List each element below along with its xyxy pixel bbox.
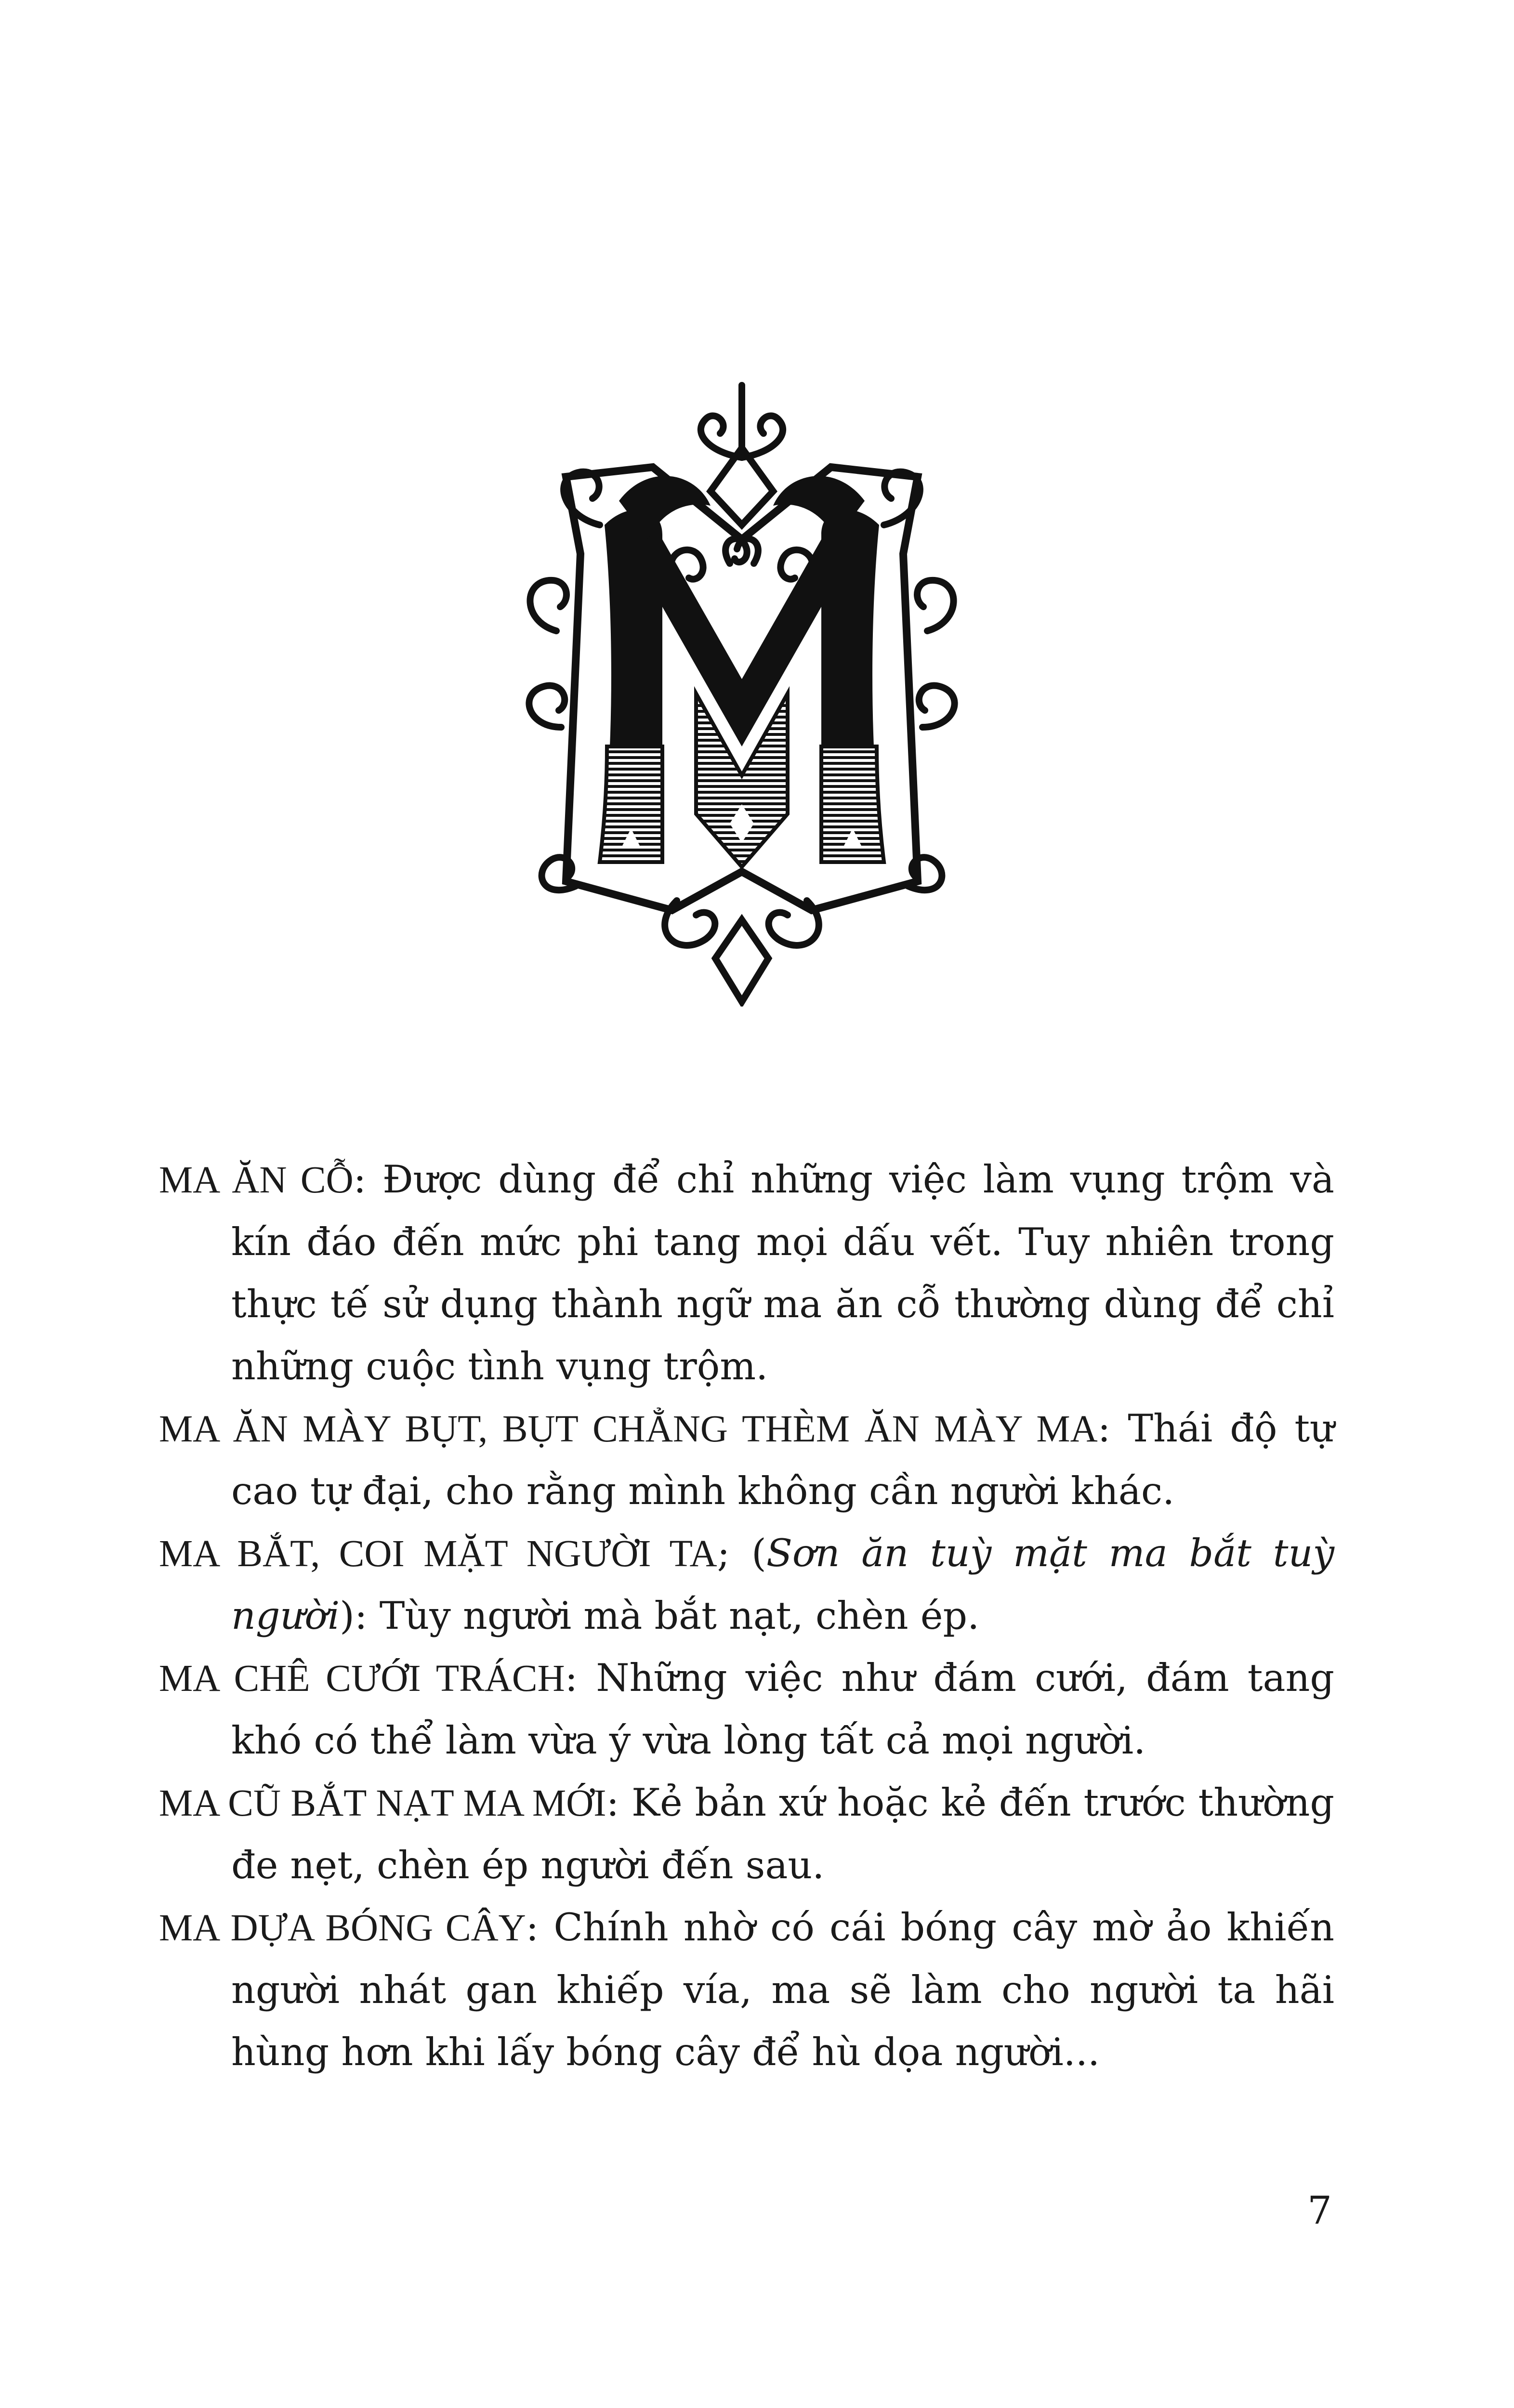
dictionary-entry bbox=[159, 1647, 1334, 1772]
entry-term: MA ĂN MÀY BỤT, BỤT CHẲNG THÈM ĂN MÀY MA bbox=[159, 1408, 1098, 1450]
entry-definition: Được dùng để chỉ những việc làm vụng trộm và kín đáo đến mức phi tang mọi dấu vết. Tuy nhiên trong thực tế sử dụng thành ngữ ma ăn cỗ thường dùng để chỉ những cuộc tình vụng trộm. bbox=[231, 1157, 1334, 1388]
page-number: 7 bbox=[1307, 2188, 1332, 2233]
entry-term: MA CHÊ CƯỚI TRÁCH bbox=[159, 1658, 565, 1700]
entry-definition: Kẻ bản xứ hoặc kẻ đến trước thường đe nẹt, chèn ép người đến sau. bbox=[231, 1780, 1334, 1887]
entry-separator: : bbox=[353, 1157, 383, 1202]
entry-variant-italic: Sơn ăn tuỳ mặt ma bắt tuỳ người bbox=[231, 1531, 1334, 1638]
entry-term: MA DỰA BÓNG CÂY bbox=[159, 1907, 526, 1949]
entry-separator: : bbox=[526, 1905, 554, 1950]
entry-definition: Tùy người mà bắt nạt, chèn ép. bbox=[379, 1594, 980, 1638]
entry-definition: Những việc như đám cưới, đám tang khó có thể làm vừa ý vừa lòng tất cả mọi người. bbox=[231, 1656, 1334, 1763]
dictionary-entry bbox=[159, 1897, 1334, 2083]
entry-term: MA ĂN CỖ bbox=[159, 1159, 354, 1201]
dictionary-entries bbox=[159, 1149, 1334, 2083]
entry-definition: Chính nhờ có cái bóng cây mờ ảo khiến người nhát gan khiếp vía, ma sẽ làm cho người ta hãi hùng hơn khi lấy bóng cây để hù dọa người... bbox=[231, 1905, 1334, 2074]
ornamental-letter-m-icon bbox=[503, 380, 980, 1007]
entry-separator: : bbox=[1097, 1406, 1128, 1451]
entry-term: MA BẮT, COI MẶT NGƯỜI TA bbox=[159, 1533, 717, 1575]
dictionary-entry bbox=[159, 1398, 1334, 1522]
dictionary-entry bbox=[159, 1522, 1334, 1647]
dictionary-entry bbox=[159, 1772, 1334, 1897]
entry-variant-close: ): bbox=[340, 1594, 380, 1638]
entry-term: MA CŨ BẮT NẠT MA MỚI bbox=[159, 1782, 606, 1824]
entry-separator: : bbox=[606, 1780, 632, 1825]
entry-separator: ; ( bbox=[717, 1531, 766, 1575]
entry-separator: : bbox=[565, 1656, 596, 1700]
entry-definition: Thái độ tự cao tự đại, cho rằng mình không cần người khác. bbox=[231, 1406, 1334, 1513]
dictionary-entry bbox=[159, 1149, 1334, 1398]
ornamental-initial bbox=[503, 380, 980, 1007]
